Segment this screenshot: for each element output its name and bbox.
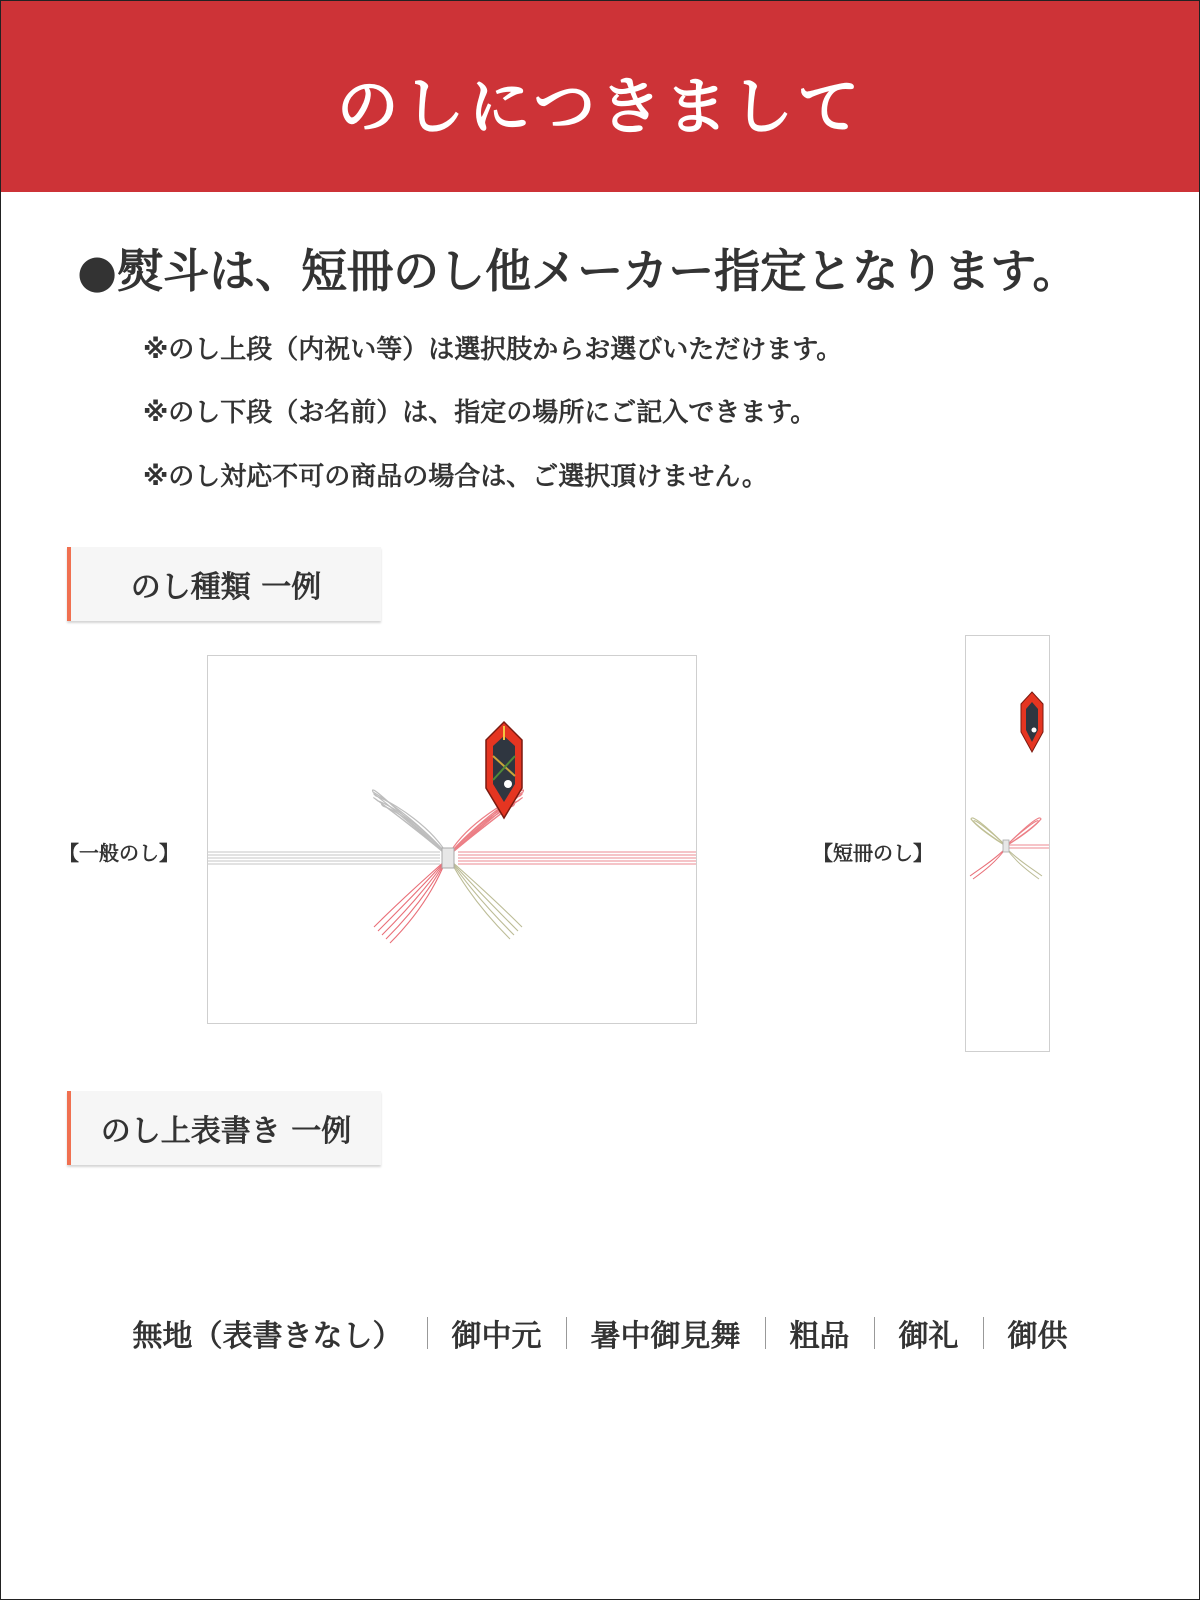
tanzaku-noshi-ribbon-icon — [966, 636, 1049, 1051]
divider — [983, 1317, 984, 1349]
inscription-item: 粗品 — [789, 1319, 850, 1354]
caption-general-noshi: 【一般のし】 — [59, 841, 179, 865]
noshi-ornament-icon — [486, 722, 522, 818]
inscription-item: 無地（表書きなし） — [132, 1319, 403, 1354]
divider — [765, 1317, 766, 1349]
section-label-inscriptions: のし上表書き 一例 — [67, 1091, 381, 1165]
divider — [874, 1317, 875, 1349]
title-banner — [1, 1, 1199, 192]
inscription-item: 御中元 — [451, 1319, 542, 1354]
inscription-item: 御礼 — [898, 1319, 959, 1354]
headline: ●熨斗は、短冊のし他メーカー指定となります。 — [77, 244, 1079, 298]
page-title: のしにつきまして — [336, 70, 864, 143]
note-lower-section: ※のし下段（お名前）は、指定の場所にご記入できます。 — [143, 398, 817, 428]
divider — [427, 1317, 428, 1349]
divider — [566, 1317, 567, 1349]
note-unavailable: ※のし対応不可の商品の場合は、ご選択頂けません。 — [143, 462, 768, 492]
caption-tanzaku-noshi: 【短冊のし】 — [813, 841, 933, 865]
inscription-item: 暑中御見舞 — [590, 1319, 741, 1354]
tanzaku-noshi-image — [965, 635, 1050, 1052]
inscription-list — [1, 1311, 1199, 1355]
note-upper-section: ※のし上段（内祝い等）は選択肢からお選びいただけます。 — [143, 335, 843, 365]
tanzaku-ornament-icon — [1021, 692, 1043, 752]
general-noshi-ribbon-icon — [208, 656, 696, 1023]
section-label-types: のし種類 一例 — [67, 547, 381, 621]
general-noshi-image — [207, 655, 697, 1024]
inscription-item: 御供 — [1007, 1319, 1068, 1354]
